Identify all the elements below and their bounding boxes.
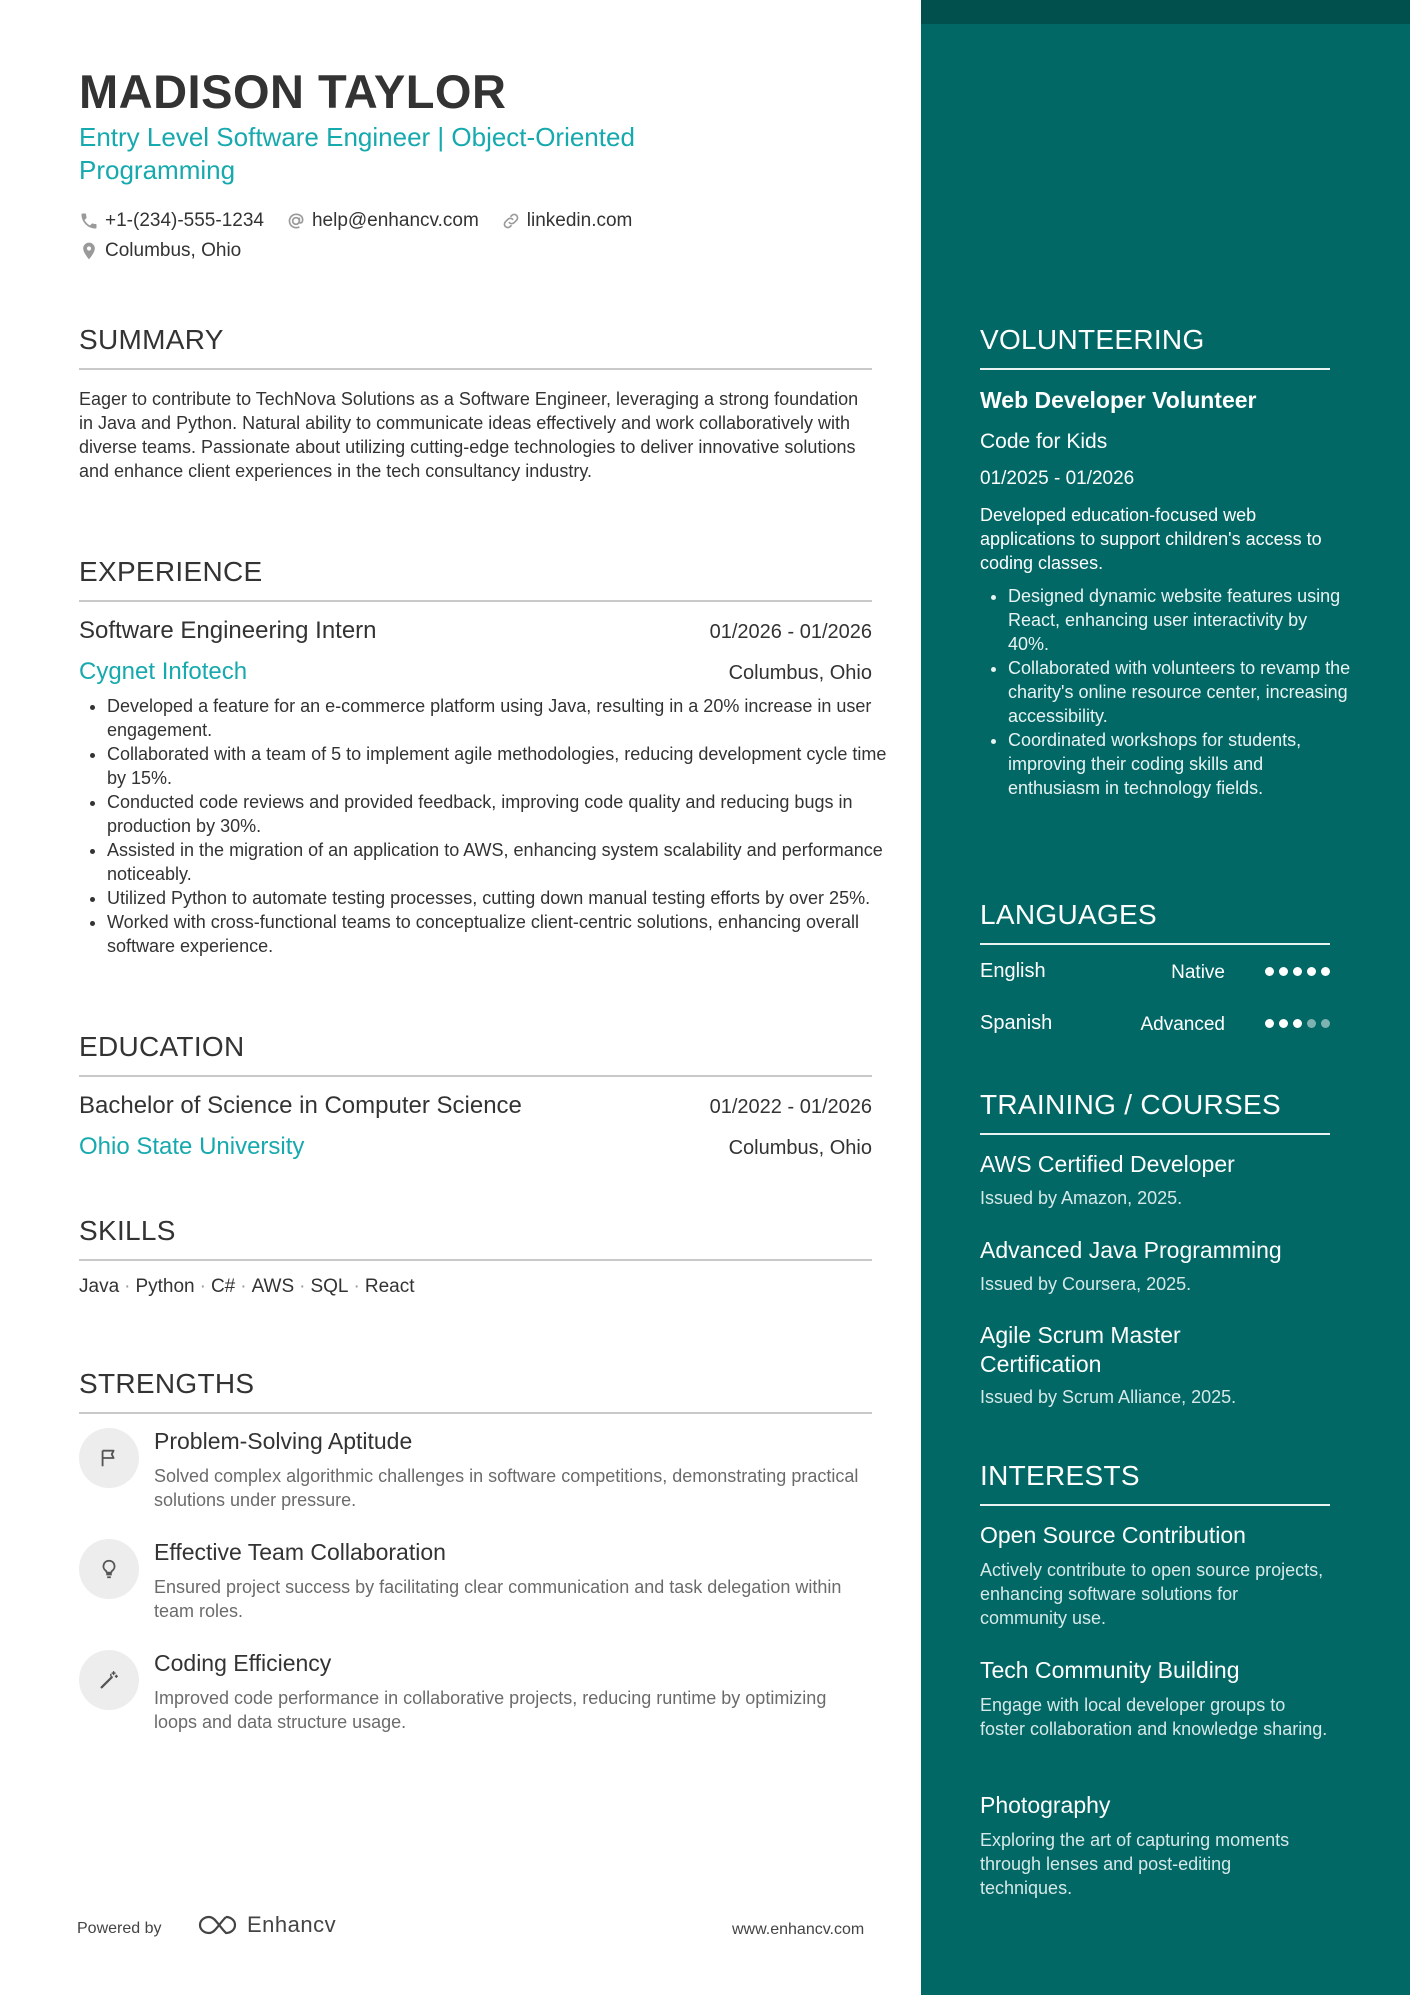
language-level: Advanced [1140,1014,1225,1035]
volunteering-dates: 01/2025 - 01/2026 [980,468,1135,489]
list-item: • Utilized Python to automate testing processes, cutting down manual testing efforts by over 25%. [107,886,900,910]
magic-wand-icon [79,1650,139,1710]
experience-company: Cygnet Infotech [79,658,248,685]
strength-title: Effective Team Collaboration [154,1539,446,1565]
experience-heading: EXPERIENCE [79,556,872,602]
lightbulb-icon [79,1539,139,1599]
education-dates: 01/2022 - 01/2026 [709,1096,872,1118]
strength-desc: Ensured project success by facilitating clear communication and task delegation within team roles. [154,1577,842,1621]
education-location: Columbus, Ohio [728,1137,872,1159]
list-item: • Designed dynamic website features using React, enhancing user interactivity by 40%. [1008,584,1353,656]
rating-dot-filled [1279,967,1288,976]
volunteering-heading: VOLUNTEERING [980,324,1330,370]
enhancv-logo-icon [195,1912,241,1938]
training-issuer: Issued by Coursera, 2025. [980,1274,1192,1294]
experience-dates: 01/2026 - 01/2026 [709,621,872,643]
training-title: Agile Scrum Master Certification [980,1322,1181,1377]
list-item: • Collaborated with volunteers to revamp the charity's online resource center, increasing accessibility. [1008,656,1353,728]
skill-item: SQL [310,1276,349,1297]
sidebar-top-bar [921,0,1410,24]
footer-url[interactable]: www.enhancv.com [732,1921,865,1938]
footer-logo[interactable] [195,1912,336,1938]
language-row [980,1012,1330,1040]
skill-item: AWS [251,1276,295,1297]
language-row [980,960,1330,988]
flag-icon [79,1428,139,1488]
language-rating [1260,967,1330,976]
rating-dot-filled [1279,1019,1288,1028]
location-text: Columbus, Ohio [105,240,242,261]
list-item: • Conducted code reviews and provided feedback, improving code quality and reducing bugs in production by 30%. [107,790,900,838]
candidate-title: Entry Level Software Engineer | Object-Oriented Programming [79,122,635,185]
training-issuer: Issued by Scrum Alliance, 2025. [980,1387,1237,1407]
education-degree: Bachelor of Science in Computer Science [79,1092,522,1119]
language-rating [1260,1019,1330,1028]
strength-title: Coding Efficiency [154,1650,332,1676]
education-subheader [79,1133,872,1161]
education-heading: EDUCATION [79,1031,872,1077]
training-title: AWS Certified Developer [980,1151,1235,1177]
languages-heading: LANGUAGES [980,899,1330,945]
contact-info [79,206,654,266]
skill-item: Java [79,1276,120,1297]
strength-desc: Improved code performance in collaborative projects, reducing runtime by optimizing loops and data structure usage. [154,1688,827,1732]
location-pin-icon [79,241,99,261]
phone-contact[interactable] [79,210,264,232]
rating-dot-filled [1293,1019,1302,1028]
email-contact[interactable] [286,210,479,232]
volunteering-role: Web Developer Volunteer [980,387,1257,413]
link-text: linkedin.com [526,210,633,231]
interest-desc: Actively contribute to open source projects, enhancing software solutions for community use. [980,1560,1324,1628]
candidate-name: MADISON TAYLOR [79,65,507,118]
rating-dot-filled [1321,967,1330,976]
experience-location: Columbus, Ohio [728,662,872,684]
rating-dot-filled [1265,1019,1274,1028]
list-item: • Worked with cross-functional teams to conceptualize client-centric solutions, enhancing overall software experience. [107,910,900,958]
list-item: • Coordinated workshops for students, improving their coding skills and enthusiasm in technology fields. [1008,728,1353,800]
footer-powered-by: Powered by [77,1920,162,1937]
list-item: • Developed a feature for an e-commerce platform using Java, resulting in a 20% increase in user engagement. [107,694,900,742]
summary-heading: SUMMARY [79,324,872,370]
skill-item: Python [135,1276,195,1297]
skills-list: Java · Python · C# · AWS · SQL · React [79,1276,415,1297]
training-issuer: Issued by Amazon, 2025. [980,1188,1183,1208]
phone-icon [79,211,99,231]
interest-title: Open Source Contribution [980,1522,1246,1548]
rating-dot-empty [1321,1019,1330,1028]
list-item: • Assisted in the migration of an application to AWS, enhancing system scalability and performance noticeably. [107,838,900,886]
rating-dot-empty [1307,1019,1316,1028]
rating-dot-filled [1307,967,1316,976]
training-heading: TRAINING / COURSES [980,1089,1330,1135]
list-item: • Collaborated with a team of 5 to implement agile methodologies, reducing development cycle time by 15%. [107,742,900,790]
training-title: Advanced Java Programming [980,1237,1282,1263]
language-level: Native [1171,962,1225,983]
experience-subheader [79,658,872,686]
interest-desc: Exploring the art of capturing moments through lenses and post-editing techniques. [980,1830,1290,1898]
language-name: Spanish [980,1012,1053,1034]
email-text: help@enhancv.com [311,210,479,231]
experience-role: Software Engineering Intern [79,617,377,644]
volunteering-bullets [980,584,1353,800]
education-school: Ohio State University [79,1133,305,1160]
link-icon [501,211,521,231]
skill-item: C# [210,1276,236,1297]
interest-title: Tech Community Building [980,1657,1240,1683]
volunteering-org: Code for Kids [980,430,1108,453]
phone-text: +1-(234)-555-1234 [105,210,264,231]
summary-text: Eager to contribute to TechNova Solutions as a Software Engineer, leveraging a strong foundation in Java and Python. Natural ability to communicate ideas effectively and work collaboratively with diverse teams. Passionate about utilizing cutting-edge technologies to deliver innovative solutions and enhance client experiences in the tech consultancy industry. [79,389,859,481]
interest-title: Photography [980,1792,1111,1818]
education-header [79,1092,872,1120]
volunteering-desc: Developed education-focused web applications to support children's access to coding classes. [980,505,1322,573]
strength-title: Problem-Solving Aptitude [154,1428,413,1454]
footer-brand: Enhancv [247,1912,337,1937]
link-contact[interactable] [501,210,633,232]
strength-desc: Solved complex algorithmic challenges in software competitions, demonstrating practical solutions under pressure. [154,1466,859,1510]
strengths-heading: STRENGTHS [79,1368,872,1414]
at-icon [286,211,306,231]
experience-bullets [79,694,900,958]
sidebar [921,0,1410,1995]
rating-dot-filled [1293,967,1302,976]
language-name: English [980,960,1046,982]
interests-heading: INTERESTS [980,1460,1330,1506]
location-contact [79,240,241,262]
skill-item: React [364,1276,415,1297]
interest-desc: Engage with local developer groups to foster collaboration and knowledge sharing. [980,1695,1328,1739]
skills-heading: SKILLS [79,1215,872,1261]
experience-header [79,617,872,645]
rating-dot-filled [1265,967,1274,976]
